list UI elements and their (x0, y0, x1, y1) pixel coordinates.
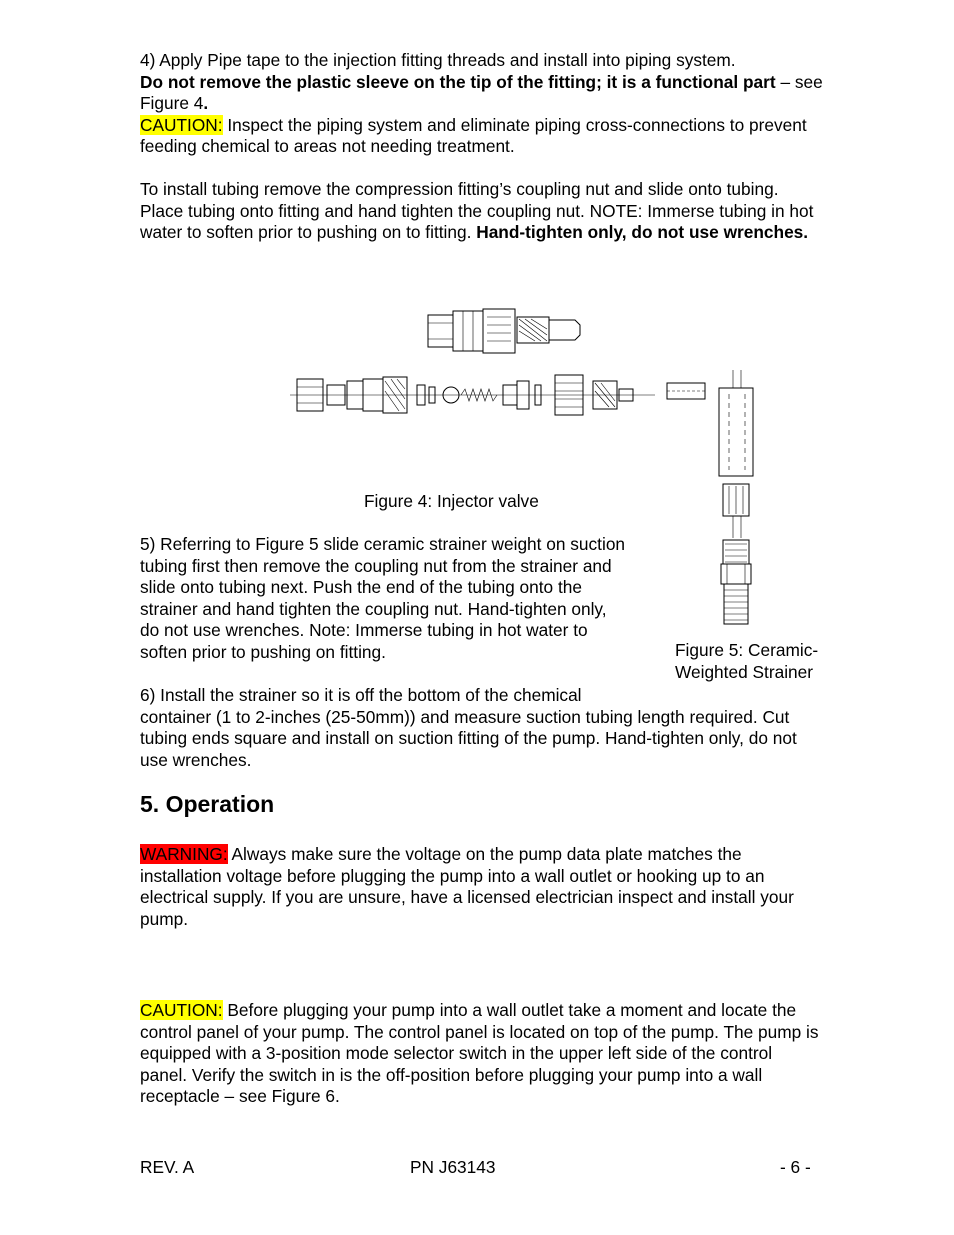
figure4-caption: Figure 4: Injector valve (364, 491, 539, 511)
caution-label: CAUTION: (140, 114, 223, 135)
step4-line1: 4) Apply Pipe tape to the injection fitting threads and install into piping system. (140, 50, 736, 70)
warning-paragraph (140, 844, 805, 930)
step4-figure-ref: – see Figure 4 (140, 71, 823, 114)
tubing-paragraph (140, 179, 820, 244)
step4-caution (140, 115, 830, 158)
ceramic-strainer-drawing (715, 368, 760, 630)
figure5-caption-line2: Weighted Strainer (675, 661, 814, 682)
caution-text: Inspect the piping system and eliminate piping cross-connections to prevent feeding chemical to areas not needing treatment. (140, 114, 807, 157)
warning-text: Always make sure the voltage on the pump data plate matches the installation voltage before plugging the pump into a wall outlet or hooking up to an electrical supply. If you are unsure, have a licensed electrician inspect and install your pump. (140, 844, 794, 929)
warning-label: WARNING: (140, 844, 228, 864)
injector-valve-drawing (285, 305, 665, 420)
exploded-parts (290, 375, 655, 415)
assembled-fitting (428, 309, 580, 353)
step6-paragraph (140, 685, 820, 771)
step4-paragraph (140, 50, 830, 158)
operation-caution-paragraph (140, 1000, 820, 1108)
footer-part-number: PN J63143 (410, 1157, 496, 1177)
step4-period: . (203, 93, 209, 114)
step6-line1: 6) Install the strainer so it is off the bottom of the chemical (140, 685, 582, 705)
tubing-bold: Hand-tighten only, do not use wrenches. (476, 222, 809, 243)
figure5-caption (675, 640, 875, 683)
step4-bold-line (140, 72, 830, 115)
figure5-caption-line1: Figure 5: Ceramic- (675, 640, 819, 660)
footer-page-number: - 6 - (780, 1157, 811, 1177)
step5-paragraph: 5) Referring to Figure 5 slide ceramic strainer weight on suction tubing first then remove the coupling nut from the strainer and slide onto tubing next. Push the end of the tubing onto the strainer and hand tighten the coupling nut. Hand-tighten only, do not use wrenches. Note: Immerse tubing in hot water to soften prior to pushing on fitting. (140, 534, 626, 662)
operation-heading: 5. Operation (140, 791, 275, 817)
operation-caution-text: Before plugging your pump into a wall outlet take a moment and locate the control panel of your pump. The control panel is located on top of the pump. The pump is equipped with a 3-position mode selector switch in the upper left side of the control panel. Verify the switch in is the off-position before plugging your pump into a wall receptacle – see Figure 6. (140, 1000, 819, 1107)
step4-bold-text: Do not remove the plastic sleeve on the tip of the fitting; it is a functional part (140, 71, 776, 92)
tubing-piece-drawing (665, 380, 707, 402)
operation-caution-label: CAUTION: (140, 1000, 223, 1020)
tubing-text: To install tubing remove the compression fitting’s coupling nut and slide onto tubing. Place tubing onto fitting and hand tighten the coupling nut. NOTE: Immerse tubing in hot water to soften prior to pushing on to fitting. (140, 179, 814, 243)
step6-rest: container (1 to 2-inches (25-50mm)) and measure suction tubing length required. Cut tubing ends square and install on suction fitting of the pump. Hand-tighten only, do not use wrenches. (140, 706, 797, 770)
footer-revision: REV. A (140, 1157, 195, 1177)
